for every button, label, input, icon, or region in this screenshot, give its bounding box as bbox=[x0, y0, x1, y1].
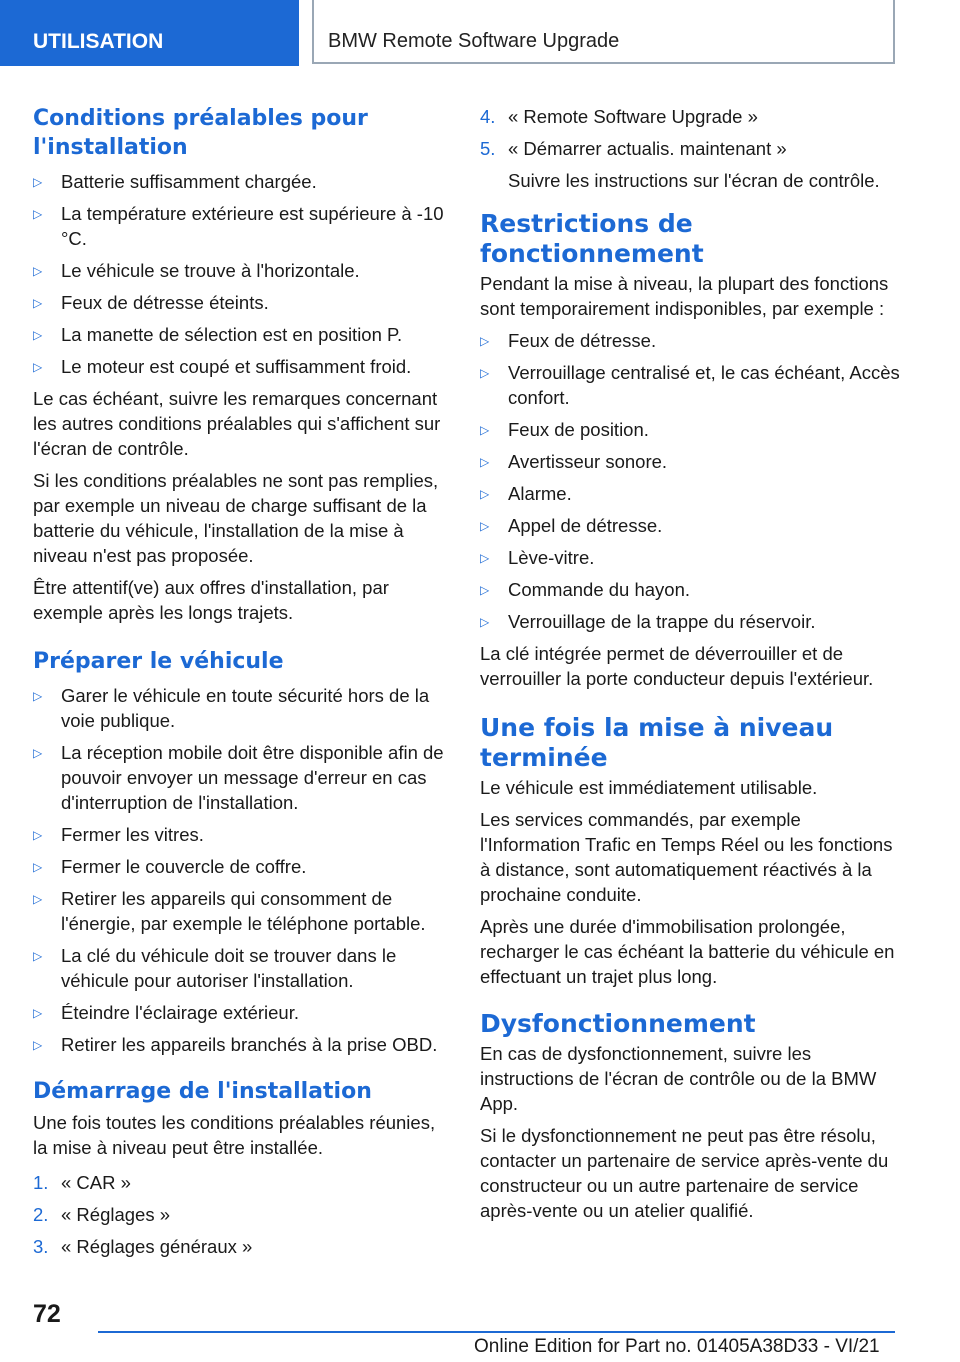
list-item: ▷ Verrouillage centralisé et, le cas échéant, Accès confort. bbox=[480, 362, 900, 408]
heading-upgrade-done: Une fois la mise à niveau terminée bbox=[480, 713, 834, 772]
triangle-bullet-icon: ▷ bbox=[33, 296, 43, 310]
list-item: ▷ Retirer les appareils branchés à la prise OBD. bbox=[33, 1034, 438, 1055]
list-item: ▷ Appel de détresse. bbox=[480, 515, 663, 536]
right-column bbox=[480, 104, 900, 1223]
triangle-bullet-icon: ▷ bbox=[33, 360, 43, 374]
step-item: 3. « Réglages généraux » bbox=[33, 1236, 253, 1257]
page-header bbox=[0, 0, 960, 66]
triangle-bullet-icon: ▷ bbox=[33, 328, 43, 342]
heading-restrictions: Restrictions de fonctionnement bbox=[480, 209, 704, 268]
paragraph: Si les conditions préalables ne sont pas remplies, par exemple un niveau de charge suffisant de la batterie du véhicule, l'installation de la mise à niveau n'est pas proposée. bbox=[33, 470, 439, 566]
triangle-bullet-icon: ▷ bbox=[480, 455, 490, 469]
list-item: ▷ Éteindre l'éclairage extérieur. bbox=[33, 1002, 299, 1023]
list-item: ▷ La clé du véhicule doit se trouver dans le véhicule pour autoriser l'installation. bbox=[33, 945, 397, 991]
section-tab bbox=[0, 0, 299, 66]
list-item: ▷ Fermer les vitres. bbox=[33, 824, 204, 845]
paragraph: Les services commandés, par exemple l'Information Trafic en Temps Réel ou les fonctions à distance, sont automatiquement réactivés à la prochaine conduite. bbox=[480, 809, 893, 905]
triangle-bullet-icon: ▷ bbox=[480, 334, 490, 348]
triangle-bullet-icon: ▷ bbox=[480, 519, 490, 533]
steps-list bbox=[33, 1170, 451, 1259]
triangle-bullet-icon: ▷ bbox=[33, 689, 43, 703]
edition-info: Online Edition for Part no. 01405A38D33 - VI/21 bbox=[474, 1336, 880, 1357]
list-item: ▷ Commande du hayon. bbox=[480, 579, 691, 600]
list-item: ▷ Avertisseur sonore. bbox=[480, 451, 668, 472]
left-column bbox=[33, 104, 451, 1266]
triangle-bullet-icon: ▷ bbox=[33, 746, 43, 760]
paragraph: Une fois toutes les conditions préalables réunies, la mise à niveau peut être installée. bbox=[33, 1112, 436, 1158]
paragraph: Le véhicule est immédiatement utilisable. bbox=[480, 777, 818, 798]
triangle-bullet-icon: ▷ bbox=[33, 175, 43, 189]
triangle-bullet-icon: ▷ bbox=[33, 1006, 43, 1020]
footer-divider bbox=[98, 1331, 895, 1333]
conditions-list bbox=[33, 169, 451, 379]
paragraph: Pendant la mise à niveau, la plupart des fonctions sont temporairement indisponibles, par exemple : bbox=[480, 273, 889, 319]
heading-start-installation: Démarrage de l'installation bbox=[33, 1079, 372, 1104]
triangle-bullet-icon: ▷ bbox=[480, 487, 490, 501]
heading-malfunction: Dysfonctionnement bbox=[480, 1009, 756, 1038]
paragraph: Après une durée d'immobilisation prolongée, recharger le cas échéant la batterie du véhicule en effectuant un trajet plus long. bbox=[480, 916, 895, 987]
chapter-title: BMW Remote Software Upgrade bbox=[328, 30, 620, 52]
heading-conditions: Conditions préalables pour l'installation bbox=[33, 106, 368, 160]
steps-list-continued bbox=[480, 104, 900, 161]
triangle-bullet-icon: ▷ bbox=[33, 207, 43, 221]
list-item: ▷ Feux de détresse éteints. bbox=[33, 292, 269, 313]
chapter-title-box bbox=[312, 0, 895, 64]
paragraph: Être attentif(ve) aux offres d'installation, par exemple après les longs trajets. bbox=[33, 577, 389, 623]
list-item: ▷ Feux de position. bbox=[480, 419, 649, 440]
section-label: UTILISATION bbox=[33, 30, 164, 53]
restrictions-list bbox=[480, 328, 900, 634]
step-item: 2. « Réglages » bbox=[33, 1204, 171, 1225]
paragraph: En cas de dysfonctionnement, suivre les instructions de l'écran de contrôle ou de la BMW App. bbox=[480, 1043, 877, 1114]
paragraph: Si le dysfonctionnement ne peut pas être résolu, contacter un partenaire de service après-vente du constructeur ou un autre partenaire de service après-vente ou un atelier qualifié. bbox=[480, 1125, 889, 1221]
triangle-bullet-icon: ▷ bbox=[33, 892, 43, 906]
triangle-bullet-icon: ▷ bbox=[480, 583, 490, 597]
triangle-bullet-icon: ▷ bbox=[480, 423, 490, 437]
triangle-bullet-icon: ▷ bbox=[33, 1038, 43, 1052]
triangle-bullet-icon: ▷ bbox=[33, 949, 43, 963]
paragraph: La clé intégrée permet de déverrouiller et de verrouiller la porte conducteur depuis l'extérieur. bbox=[480, 643, 874, 689]
paragraph: Le cas échéant, suivre les remarques concernant les autres conditions préalables qui s'affichent sur l'écran de contrôle. bbox=[33, 388, 441, 459]
page-number: 72 bbox=[33, 1300, 61, 1328]
prepare-list bbox=[33, 683, 451, 1057]
step-item: 1. « CAR » bbox=[33, 1172, 131, 1193]
heading-prepare: Préparer le véhicule bbox=[33, 649, 284, 674]
list-item: ▷ Fermer le couvercle de coffre. bbox=[33, 856, 307, 877]
list-item: ▷ Retirer les appareils qui consomment de l'énergie, par exemple le téléphone portable. bbox=[33, 888, 426, 934]
triangle-bullet-icon: ▷ bbox=[33, 828, 43, 842]
triangle-bullet-icon: ▷ bbox=[480, 366, 490, 380]
list-item: ▷ La température extérieure est supérieure à -10 °C. bbox=[33, 203, 444, 249]
list-item: ▷ Le véhicule se trouve à l'horizontale. bbox=[33, 260, 360, 281]
step-item: 4. « Remote Software Upgrade » bbox=[480, 106, 758, 127]
step-note: Suivre les instructions sur l'écran de contrôle. bbox=[508, 170, 880, 191]
step-item: 5. « Démarrer actualis. maintenant » bbox=[480, 138, 787, 159]
list-item: ▷ Lève-vitre. bbox=[480, 547, 595, 568]
triangle-bullet-icon: ▷ bbox=[480, 551, 490, 565]
list-item: ▷ Batterie suffisamment chargée. bbox=[33, 171, 317, 192]
list-item: ▷ Verrouillage de la trappe du réservoir. bbox=[480, 611, 816, 632]
list-item: ▷ Feux de détresse. bbox=[480, 330, 657, 351]
triangle-bullet-icon: ▷ bbox=[33, 860, 43, 874]
list-item: ▷ La réception mobile doit être disponible afin de pouvoir envoyer un message d'erreur en cas d'interruption de l'installation. bbox=[33, 742, 444, 813]
list-item: ▷ Alarme. bbox=[480, 483, 572, 504]
triangle-bullet-icon: ▷ bbox=[480, 615, 490, 629]
triangle-bullet-icon: ▷ bbox=[33, 264, 43, 278]
list-item: ▷ Garer le véhicule en toute sécurité hors de la voie publique. bbox=[33, 685, 430, 731]
list-item: ▷ Le moteur est coupé et suffisamment froid. bbox=[33, 356, 412, 377]
list-item: ▷ La manette de sélection est en position P. bbox=[33, 324, 403, 345]
